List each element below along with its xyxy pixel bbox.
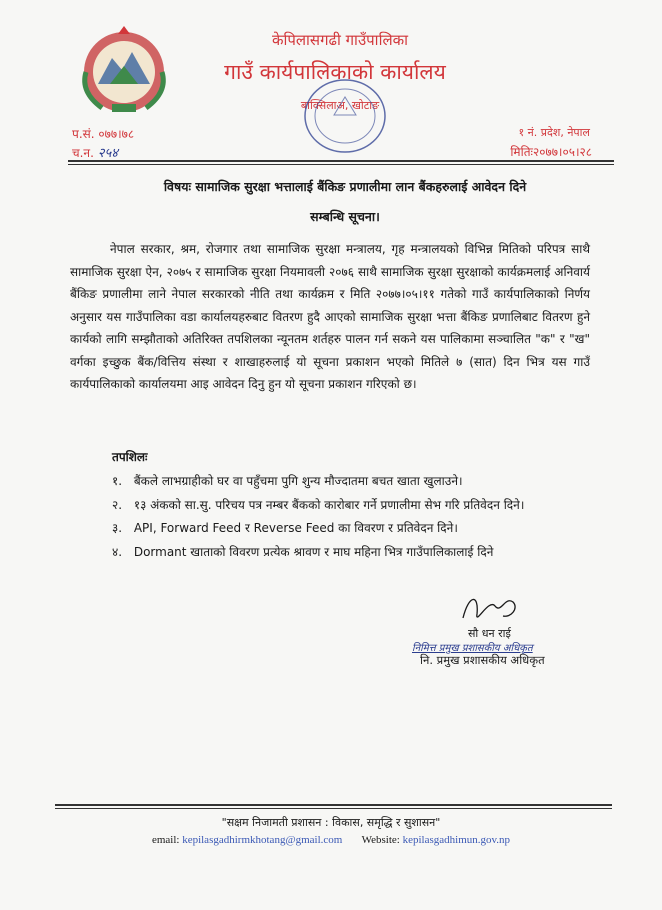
- item-text: बैंकले लाभग्राहीको घर वा पहुँचमा पुगि शुन्य मौज्दातमा बचत खाता खुलाउने।: [133, 474, 463, 488]
- website-link[interactable]: kepilasgadhimun.gov.np: [402, 834, 511, 846]
- office-name-main: गाउँ कार्यपालिकाको कार्यालय: [224, 60, 446, 84]
- list-item: [112, 494, 602, 518]
- subject-line: विषयः सामाजिक सुरक्षा भत्तालाई बैंकिङ प्रणालीमा लान बैंकहरुलाई आवेदन दिने: [163, 179, 527, 194]
- signatory-stamp: निमित्त प्रमुख प्रशासकीय अधिकृत: [412, 643, 533, 654]
- item-number: ४.: [112, 544, 123, 559]
- list-item: [112, 517, 602, 541]
- email-link[interactable]: kepilasgadhirmkhotang@gmail.com: [182, 834, 343, 846]
- dispatch-number: [72, 143, 118, 161]
- item-number: १.: [112, 474, 123, 488]
- item-text: Dormant खाताको विवरण प्रत्येक श्रावण र माघ महिना भित्र गाउँपालिकालाई दिने: [133, 544, 494, 559]
- office-name-top: केपिलासगढी गाउँपालिका: [271, 31, 409, 49]
- item-text: API, Forward Feed र Reverse Feed का विवरण र प्रतिवेदन दिने।: [133, 521, 458, 535]
- email-label: email:: [151, 834, 180, 846]
- letter-date: मितिः२०७७।०५।२८: [510, 145, 592, 159]
- item-number: २.: [112, 497, 123, 512]
- schedule-heading: तपशिलः: [112, 450, 148, 464]
- office-location: बाक्सिलाअ, खोटाङ: [300, 99, 380, 112]
- item-number: ३.: [112, 521, 123, 535]
- list-item: [112, 541, 602, 565]
- nepal-emblem-icon: [72, 22, 176, 118]
- subject-line-2: सम्बन्धि सूचना।: [310, 209, 380, 224]
- signature-icon: [455, 588, 525, 628]
- office-seal-icon: [300, 75, 390, 157]
- dispatch-label: च.न.: [72, 146, 94, 160]
- footer-rule-thin: [55, 808, 612, 809]
- schedule-list: [112, 470, 602, 564]
- province-address: १ नं. प्रदेश, नेपाल: [518, 126, 590, 139]
- item-text: १३ अंकको सा.सु. परिचय पत्र नम्बर बैंकको कारोबार गर्ने प्रणालीमा सेभ गरि प्रतिवेदन दिने।: [133, 497, 525, 512]
- dispatch-value: २५४: [97, 146, 119, 161]
- website-label: Website:: [361, 834, 400, 846]
- signatory-name: सौ धन राई: [468, 627, 511, 640]
- signatory-title: नि. प्रमुख प्रशासकीय अधिकृत: [420, 653, 545, 667]
- header-rule: [68, 160, 614, 162]
- footer-rule: [55, 804, 612, 806]
- list-item: [112, 470, 602, 494]
- footer-contact: [0, 834, 662, 846]
- notice-body: नेपाल सरकार, श्रम, रोजगार तथा सामाजिक सुरक्षा मन्त्रालय, गृह मन्त्रालयको विभिन्न मितिको परिपत्र साथै सामाजिक सुरक्षा ऐन, २०७५ र सामाजिक सुरक्षा नियमावली २०७६ साथै सामाजिक सुरक्षा सुरक्षाको कार्यक्रमलाई अनिवार्य बैंकिङ प्रणालीमा लाने नेपाल सरकारको नीति तथा कार्यक्रम र मिति २०७७।०५।११ गतेको गाउँ कार्यपालिकाको निर्णय अनुसार यस गाउँपालिका वडा कार्यालयहरुबाट वितरण हुदै आएको सामाजिक सुरक्षा भत्ता बैंकिङ प्रणालिबाट वितरण हुने कार्यको लागि सम्झौताको अतिरिक्त तपशिलका न्यूनतम शर्तहरु पालन गर्न सकने यस पालिकामा सञ्चालित "क" र "ख" वर्गका इच्छुक बैंक/वित्तिय संस्था र शाखाहरुलाई यो सूचना प्रकाशन भएको मितिले ७ (सात) दिन भित्र यस गाउँ कार्यपालिकाको कार्यालयमा आइ आवेदन दिनु हुन यो सूचना प्रकाशन गरिएको छ।: [70, 242, 590, 391]
- header-rule-thin: [68, 164, 614, 165]
- letter-number: प.सं. ०७७।७८: [72, 127, 135, 141]
- footer-motto: "सक्षम निजामती प्रशासन : विकास, समृद्धि र सुशासन": [221, 816, 441, 829]
